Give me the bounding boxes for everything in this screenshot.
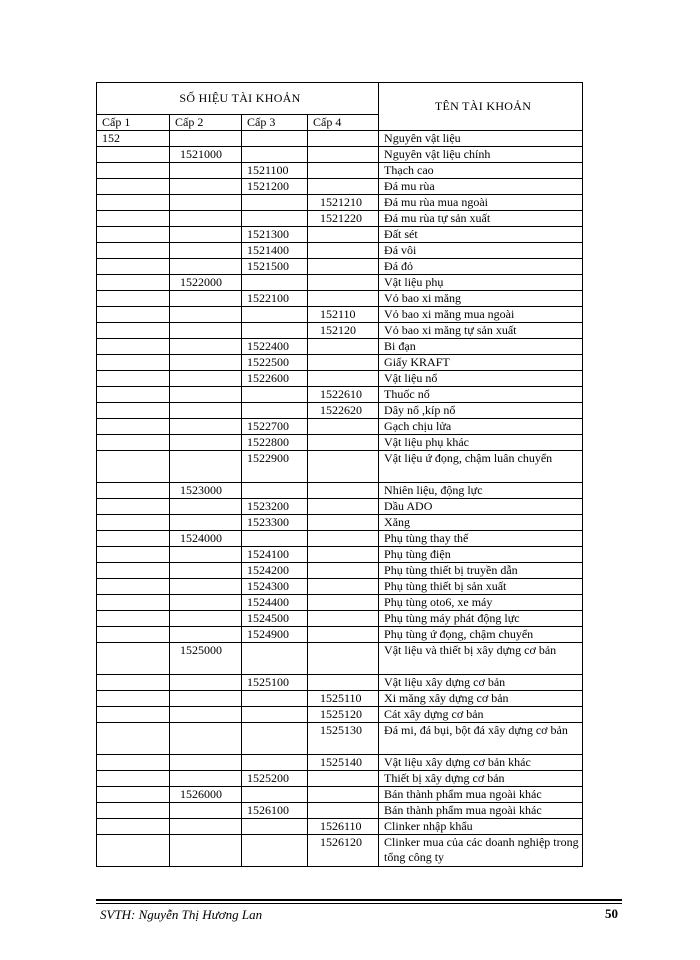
table-row [97,435,583,451]
footer-divider-thin [96,903,622,904]
account-name-cell: Phụ tùng ứ đọng, chậm chuyển [379,627,583,643]
level-4-cell [308,531,379,547]
level-2-cell [170,355,242,371]
account-name-cell: Vật liệu xây dựng cơ bản [379,675,583,691]
level-1-cell [97,707,170,723]
level-1-cell [97,787,170,803]
level-3-cell [242,275,308,291]
level-1-cell [97,339,170,355]
level-2-cell [170,323,242,339]
level-3-cell [242,323,308,339]
table-row [97,835,583,867]
table-row [97,355,583,371]
level-2-cell [170,611,242,627]
level-1-cell [97,803,170,819]
level-2-cell [170,291,242,307]
account-name-cell: Bi đạn [379,339,583,355]
table-row [97,803,583,819]
level-4-cell [308,595,379,611]
account-name-cell: Đá mi, đá bụi, bột đá xây dựng cơ bản [379,723,583,755]
account-name-cell: Thạch cao [379,163,583,179]
account-name-cell: Clinker mua của các doanh nghiệp trong tổng công ty [379,835,583,867]
level-4-cell [308,643,379,675]
level-4-cell [308,243,379,259]
account-name-cell: Dây nổ ,kíp nổ [379,403,583,419]
level-2-cell [170,307,242,323]
level-4-cell [308,355,379,371]
level-3-cell: 1524900 [242,627,308,643]
level-1-cell [97,691,170,707]
level-4-cell [308,771,379,787]
account-name-cell: Dầu ADO [379,499,583,515]
level-4-cell: 1525120 [308,707,379,723]
level-2-cell: 1523000 [170,483,242,499]
account-name-cell: Thuốc nổ [379,387,583,403]
table-row [97,371,583,387]
table-row [97,339,583,355]
level-3-cell: 1522900 [242,451,308,483]
level-3-cell: 1524100 [242,547,308,563]
table-row [97,179,583,195]
level-2-cell [170,707,242,723]
level-1-cell [97,579,170,595]
level-4-cell [308,451,379,483]
level-4-cell [308,339,379,355]
account-name-cell: Nguyên vật liệu chính [379,147,583,163]
account-name-cell: Clinker nhập khẩu [379,819,583,835]
level-3-cell [242,387,308,403]
table-row [97,787,583,803]
level-1-cell [97,611,170,627]
level-4-cell: 1522620 [308,403,379,419]
level-3-cell [242,403,308,419]
level-2-cell [170,371,242,387]
table-row [97,819,583,835]
level-4-cell [308,787,379,803]
level-4-cell [308,803,379,819]
level-4-cell [308,179,379,195]
account-name-cell: Vỏ bao xi măng mua ngoài [379,307,583,323]
level-1-cell [97,307,170,323]
level-3-cell: 1523200 [242,499,308,515]
level-4-cell [308,563,379,579]
level-3-cell: 1521300 [242,227,308,243]
level-1-cell [97,643,170,675]
account-name-cell: Vật liệu xây dựng cơ bản khác [379,755,583,771]
level-1-cell [97,275,170,291]
account-name-cell: Phụ tùng máy phát động lực [379,611,583,627]
level-2-cell [170,419,242,435]
level-4-cell [308,147,379,163]
level-1-cell [97,515,170,531]
level-3-cell: 1525200 [242,771,308,787]
level-1-cell [97,211,170,227]
level-1-cell [97,627,170,643]
level-1-cell: 152 [97,131,170,147]
table-row [97,163,583,179]
level-1-cell [97,419,170,435]
table-row [97,531,583,547]
account-name-cell: Vỏ bao xi măng tự sản xuất [379,323,583,339]
footer-author: SVTH: Nguyễn Thị Hương Lan [100,907,263,922]
level-3-cell: 1522100 [242,291,308,307]
account-name-cell: Phụ tùng điện [379,547,583,563]
level-4-cell: 1522610 [308,387,379,403]
level-3-cell [242,307,308,323]
level-2-cell [170,515,242,531]
table-row [97,563,583,579]
table-row [97,259,583,275]
account-name-cell: Cát xây dựng cơ bản [379,707,583,723]
account-name-cell: Nguyên vật liệu [379,131,583,147]
level-3-cell: 1524300 [242,579,308,595]
level-3-cell [242,691,308,707]
level-2-cell [170,563,242,579]
level-3-cell: 1521500 [242,259,308,275]
level-4-cell [308,579,379,595]
table-row [97,579,583,595]
level-4-cell [308,291,379,307]
level-4-cell [308,499,379,515]
account-number-header: SỐ HIỆU TÀI KHOẢN [97,83,379,115]
level-4-cell [308,275,379,291]
level-1-cell [97,435,170,451]
level-2-cell [170,499,242,515]
level-4-cell [308,627,379,643]
account-rows [97,131,583,867]
level-4-cell: 1521210 [308,195,379,211]
level-3-cell: 1526100 [242,803,308,819]
account-name-cell: Thiết bị xây dựng cơ bản [379,771,583,787]
account-name-cell: Phụ tùng thiết bị truyền dẫn [379,563,583,579]
level-4-cell: 152120 [308,323,379,339]
table-row [97,707,583,723]
level-1-cell [97,259,170,275]
table-row [97,387,583,403]
account-name-cell: Vật liệu phụ khác [379,435,583,451]
level-2-cell: 1524000 [170,531,242,547]
table-row [97,307,583,323]
level-2-cell [170,179,242,195]
table-row [97,675,583,691]
level-1-cell [97,147,170,163]
level-4-cell [308,675,379,691]
level-1-cell [97,755,170,771]
footer-divider [96,899,622,901]
level-1-header: Cấp 1 [97,115,170,131]
level-1-cell [97,291,170,307]
level-4-cell: 1525110 [308,691,379,707]
level-2-cell [170,387,242,403]
level-2-cell [170,755,242,771]
level-4-cell [308,483,379,499]
table-row [97,291,583,307]
account-name-cell: Đá mu rùa tự sản xuất [379,211,583,227]
level-3-cell [242,755,308,771]
table-row [97,611,583,627]
level-1-cell [97,819,170,835]
level-3-cell: 1522500 [242,355,308,371]
level-4-cell [308,227,379,243]
table-row [97,419,583,435]
level-2-cell [170,131,242,147]
level-4-cell [308,611,379,627]
account-name-cell: Đá vôi [379,243,583,259]
table-row [97,723,583,755]
level-3-cell: 1525100 [242,675,308,691]
level-3-cell [242,819,308,835]
table-row [97,131,583,147]
table-row [97,627,583,643]
table-row [97,227,583,243]
level-2-cell [170,595,242,611]
level-1-cell [97,723,170,755]
level-2-cell [170,723,242,755]
account-name-cell: Xi măng xây dựng cơ bản [379,691,583,707]
level-2-cell: 1525000 [170,643,242,675]
level-3-cell [242,835,308,867]
level-2-cell [170,451,242,483]
account-name-cell: Vật liệu nổ [379,371,583,387]
account-name-cell: Phụ tùng thay thế [379,531,583,547]
level-3-cell: 1522600 [242,371,308,387]
level-2-header: Cấp 2 [170,115,242,131]
account-name-cell: Vật liệu phụ [379,275,583,291]
account-name-cell: Đá mu rùa [379,179,583,195]
page-number: 50 [605,906,618,921]
account-name-cell: Vật liệu và thiết bị xây dựng cơ bản [379,643,583,675]
level-4-cell: 1526110 [308,819,379,835]
level-4-cell [308,515,379,531]
level-2-cell [170,771,242,787]
level-2-cell [170,803,242,819]
level-1-cell [97,675,170,691]
account-name-cell: Đá đỏ [379,259,583,275]
level-1-cell [97,499,170,515]
level-1-cell [97,387,170,403]
level-1-cell [97,563,170,579]
level-3-cell [242,531,308,547]
level-3-cell: 1522400 [242,339,308,355]
level-3-cell: 1521200 [242,179,308,195]
table-row [97,211,583,227]
level-4-cell: 1525140 [308,755,379,771]
level-1-cell [97,403,170,419]
level-2-cell [170,835,242,867]
table-row [97,195,583,211]
account-name-cell: Phụ tùng oto6, xe máy [379,595,583,611]
account-name-cell: Giấy KRAFT [379,355,583,371]
level-3-cell: 1524500 [242,611,308,627]
level-3-cell: 1521400 [242,243,308,259]
level-3-cell [242,131,308,147]
level-4-cell [308,435,379,451]
level-3-header: Cấp 3 [242,115,308,131]
table-row [97,547,583,563]
level-3-cell [242,147,308,163]
level-3-cell: 1524200 [242,563,308,579]
level-4-cell [308,547,379,563]
account-table [96,82,583,867]
table-row [97,515,583,531]
level-2-cell [170,403,242,419]
account-name-cell: Nhiên liệu, động lực [379,483,583,499]
account-name-cell: Gạch chịu lửa [379,419,583,435]
level-1-cell [97,547,170,563]
level-1-cell [97,483,170,499]
table-row [97,771,583,787]
level-2-cell [170,259,242,275]
level-3-cell [242,211,308,227]
level-2-cell: 1522000 [170,275,242,291]
level-3-cell [242,787,308,803]
level-4-cell [308,259,379,275]
level-1-cell [97,595,170,611]
table-row [97,147,583,163]
table-row [97,451,583,483]
account-name-cell: Đất sét [379,227,583,243]
level-3-cell [242,643,308,675]
level-3-cell [242,707,308,723]
level-1-cell [97,771,170,787]
level-3-cell [242,723,308,755]
level-1-cell [97,195,170,211]
table-row [97,243,583,259]
table-row [97,275,583,291]
table-row [97,755,583,771]
level-2-cell [170,227,242,243]
level-2-cell [170,675,242,691]
account-name-cell: Bán thành phẩm mua ngoài khác [379,803,583,819]
level-3-cell: 1524400 [242,595,308,611]
level-1-cell [97,243,170,259]
level-2-cell [170,163,242,179]
level-2-cell [170,435,242,451]
level-1-cell [97,835,170,867]
level-1-cell [97,371,170,387]
level-2-cell [170,339,242,355]
table-row [97,595,583,611]
level-1-cell [97,323,170,339]
account-name-cell: Vỏ bao xi măng [379,291,583,307]
table-row [97,691,583,707]
account-name-cell: Xăng [379,515,583,531]
table-row [97,643,583,675]
level-4-cell [308,163,379,179]
table-row [97,403,583,419]
level-2-cell [170,547,242,563]
level-2-cell [170,243,242,259]
level-4-header: Cấp 4 [308,115,379,131]
level-3-cell: 1521100 [242,163,308,179]
level-2-cell [170,211,242,227]
level-2-cell: 1521000 [170,147,242,163]
level-2-cell: 1526000 [170,787,242,803]
table-row [97,499,583,515]
level-2-cell [170,819,242,835]
level-3-cell: 1522700 [242,419,308,435]
level-3-cell [242,195,308,211]
level-1-cell [97,451,170,483]
level-1-cell [97,355,170,371]
level-2-cell [170,627,242,643]
level-3-cell: 1523300 [242,515,308,531]
table-row [97,483,583,499]
level-4-cell: 1525130 [308,723,379,755]
level-1-cell [97,531,170,547]
level-4-cell: 1526120 [308,835,379,867]
account-name-cell: Phụ tùng thiết bị sản xuất [379,579,583,595]
account-name-header: TÊN TÀI KHOẢN [379,83,583,131]
level-3-cell: 1522800 [242,435,308,451]
level-4-cell [308,419,379,435]
level-4-cell [308,131,379,147]
account-name-cell: Đá mu rùa mua ngoài [379,195,583,211]
level-1-cell [97,163,170,179]
level-4-cell [308,371,379,387]
table-row [97,323,583,339]
level-2-cell [170,195,242,211]
level-2-cell [170,691,242,707]
level-4-cell: 152110 [308,307,379,323]
level-1-cell [97,227,170,243]
level-1-cell [97,179,170,195]
account-name-cell: Bán thành phẩm mua ngoài khác [379,787,583,803]
level-4-cell: 1521220 [308,211,379,227]
level-3-cell [242,483,308,499]
account-name-cell: Vật liệu ứ đọng, chậm luân chuyển [379,451,583,483]
level-2-cell [170,579,242,595]
